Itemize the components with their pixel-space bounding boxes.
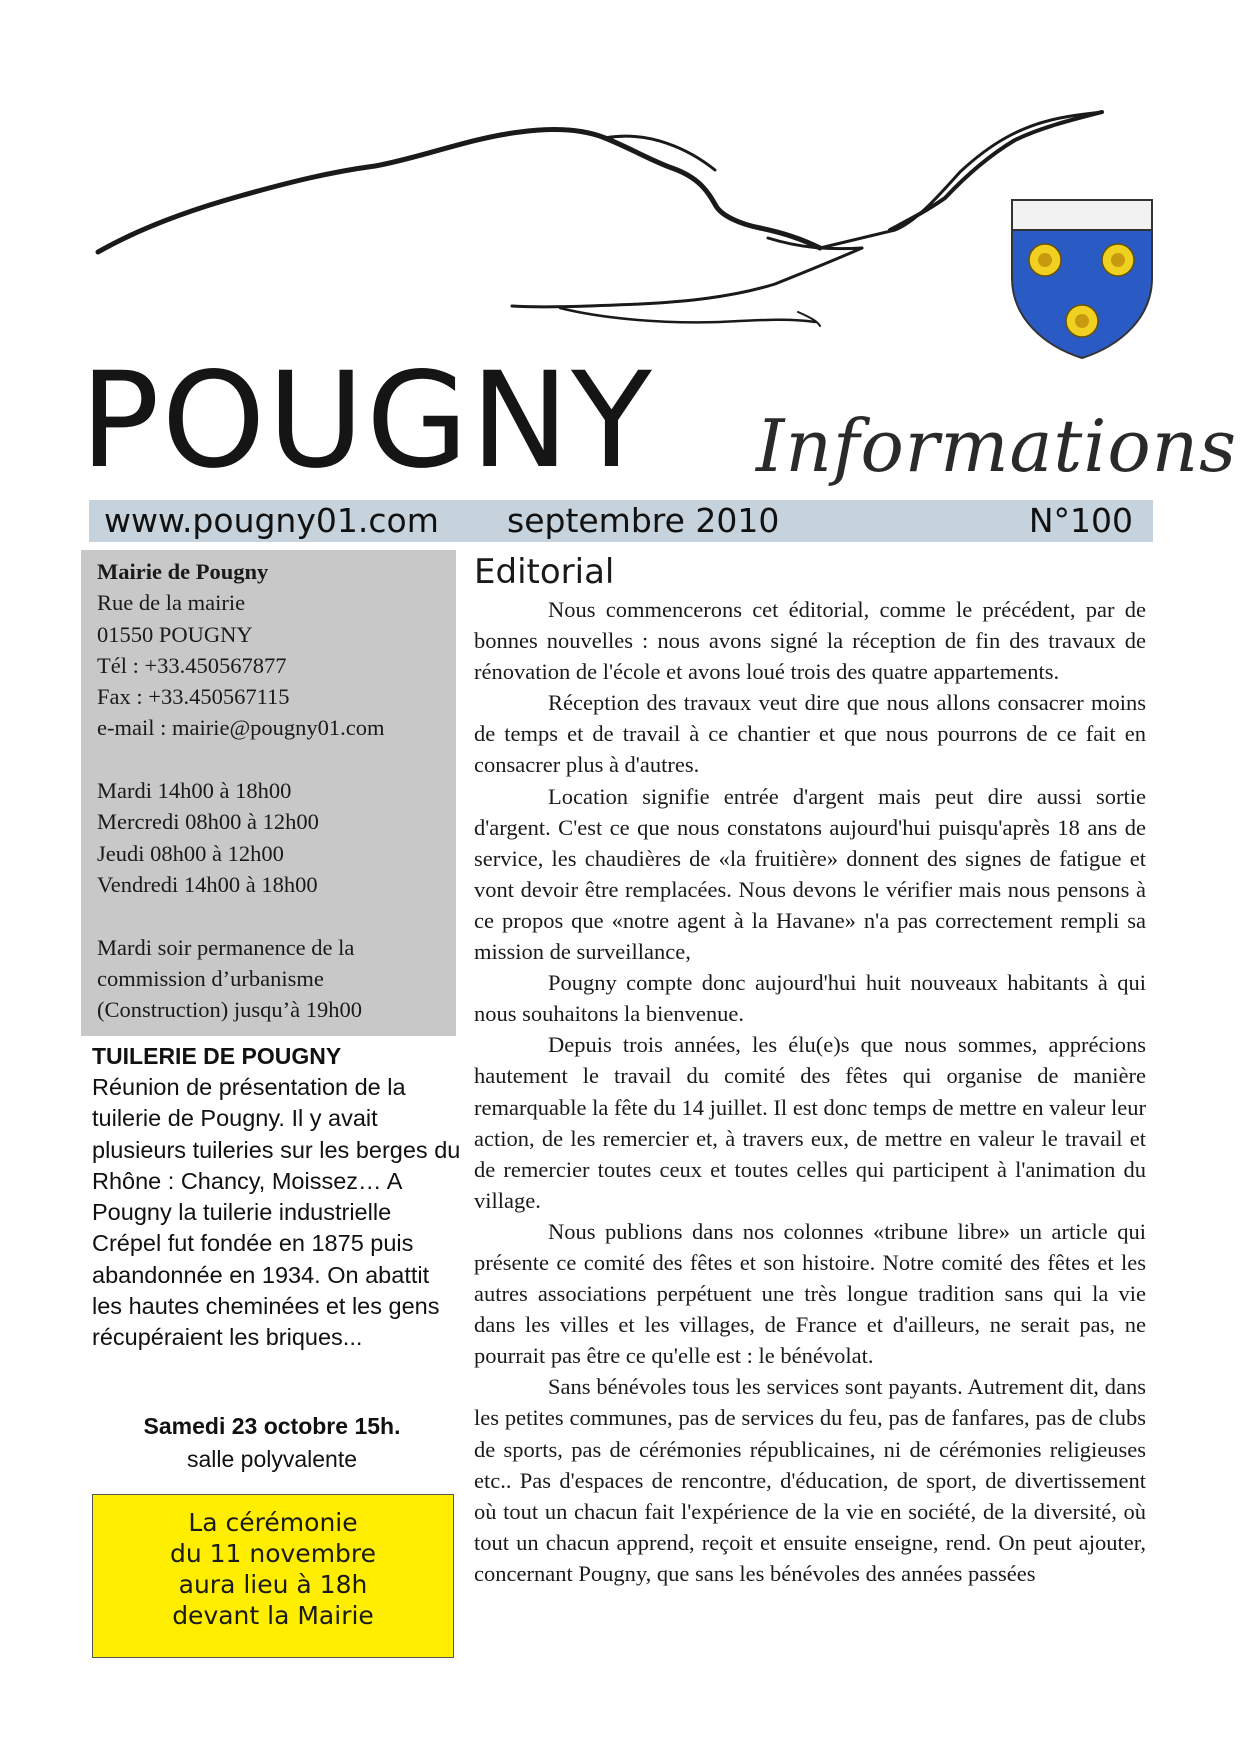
issue-number: N°100 (1028, 501, 1133, 540)
masthead-subtitle: Informations (756, 404, 1238, 488)
coat-of-arms-icon (1010, 198, 1154, 360)
tuilerie-article (92, 1040, 462, 1354)
notice-line: du 11 novembre (169, 1539, 377, 1568)
editorial-paragraph: Nous publions dans nos colonnes «tribune libre» un article qui présente ce comité des fêtes et son histoire. Notre comité des fêtes et les autres associations perpétuent une très longue tradition sans qui la vie dans les villes et les villages, de France et d'ailleurs, ne serait pas, ne pourrait pas être ce qu'elle est : le bénévolat. (474, 1218, 1146, 1369)
editorial-paragraph: Sans bénévoles tous les services sont payants. Autrement dit, dans les petites communes, pas de services du feu, pas de fanfares, pas de clubs de sports, pas de cérémonies républicaines, ni de cérémonies religieuses etc.. Pas d'espaces de rencontre, d'éducation, de sport, de divertissement où tout un chacun fait l'expérience de la vie en société, de la diversité, où tout un chacun apprend, reçoit et ensuite enseigne, rend. On peut ajouter, concernant Pougny, que sans les bénévoles des années passées (474, 1374, 1146, 1586)
editorial-paragraph: Pougny compte donc aujourd'hui huit nouveaux habitants à qui nous souhaitons la bienvenue. (474, 970, 1146, 1027)
permanence-line: Mardi soir permanence de la (97, 934, 355, 960)
permanence-line: commission d’urbanisme (97, 965, 324, 991)
tuilerie-body: Réunion de présentation de la tuilerie de Pougny. Il y avait plusieurs tuileries sur les berges du Rhône : Chancy, Moissez… A Pougny la tuilerie industrielle Crépel fut fondée en 1875 puis abandonnée en 1934. On abattit les hautes cheminées et les gens récupéraient les briques... (92, 1074, 461, 1351)
mairie-phone: Tél : +33.450567877 (97, 652, 287, 678)
notice-line: devant la Mairie (172, 1601, 374, 1630)
info-bar (89, 500, 1153, 542)
editorial-paragraph: Réception des travaux veut dire que nous allons consacrer moins de temps et de travail à ce chantier et que nous pourrons de ce fait en consacrer plus à d'autres. (474, 690, 1146, 778)
mairie-contact-box (81, 550, 456, 1036)
editorial-paragraph: Location signifie entrée d'argent mais peut dire aussi sortie d'argent. C'est ce que nous constatons aujourd'hui puisqu'après 18 ans de service, les chaudières de «la fruitière» donnent des signes de fatigue et vont devoir être remplacées. Nous devons le vérifier mais nous pensons à ce propos que «notre agent à la Havane» n'a pas correctement rempli sa mission de surveillance, (474, 783, 1146, 965)
mairie-name: Mairie de Pougny (97, 559, 269, 584)
mairie-address-line: Rue de la mairie (97, 590, 246, 616)
issue-date: septembre 2010 (507, 501, 780, 540)
editorial-body (474, 594, 1146, 1589)
ceremony-notice (92, 1494, 454, 1658)
permanence-line: (Construction) jusqu’à 19h00 (97, 997, 362, 1023)
mairie-fax: Fax : +33.450567115 (97, 684, 290, 710)
event-location: salle polyvalente (186, 1446, 358, 1472)
opening-hours-item: Mardi 14h00 à 18h00 (97, 778, 292, 804)
editorial-paragraph: Depuis trois années, les élu(e)s que nous sommes, apprécions hautement le travail du comité des fêtes qui organise de manière remarquable la fête du 14 juillet. Il est donc temps de mettre en valeur leur action, de les remercier et, à travers eux, de mettre en valeur le travail et de remercier toutes ceux et toutes celles qui participent à l'animation du village. (474, 1032, 1146, 1213)
masthead-title: POUGNY (80, 344, 654, 498)
editorial-title: Editorial (474, 552, 615, 592)
notice-line: La cérémonie (188, 1508, 358, 1537)
website-link[interactable]: www.pougny01.com (104, 501, 439, 540)
opening-hours-item: Jeudi 08h00 à 12h00 (97, 840, 284, 866)
opening-hours-item: Vendredi 14h00 à 18h00 (97, 871, 318, 897)
event-date: Samedi 23 octobre 15h. (143, 1413, 401, 1439)
tuilerie-title: TUILERIE DE POUGNY (92, 1043, 342, 1069)
notice-line: aura lieu à 18h (178, 1570, 368, 1599)
mairie-address-line: 01550 POUGNY (97, 621, 253, 647)
editorial-paragraph: Nous commencerons cet éditorial, comme le précédent, par de bonnes nouvelles : nous avons signé la réception de fin des travaux de rénovation de l'école et avons loué trois des quatre appartements. (474, 597, 1146, 685)
opening-hours-item: Mercredi 08h00 à 12h00 (97, 809, 319, 835)
mairie-email[interactable]: e-mail : mairie@pougny01.com (97, 715, 385, 741)
